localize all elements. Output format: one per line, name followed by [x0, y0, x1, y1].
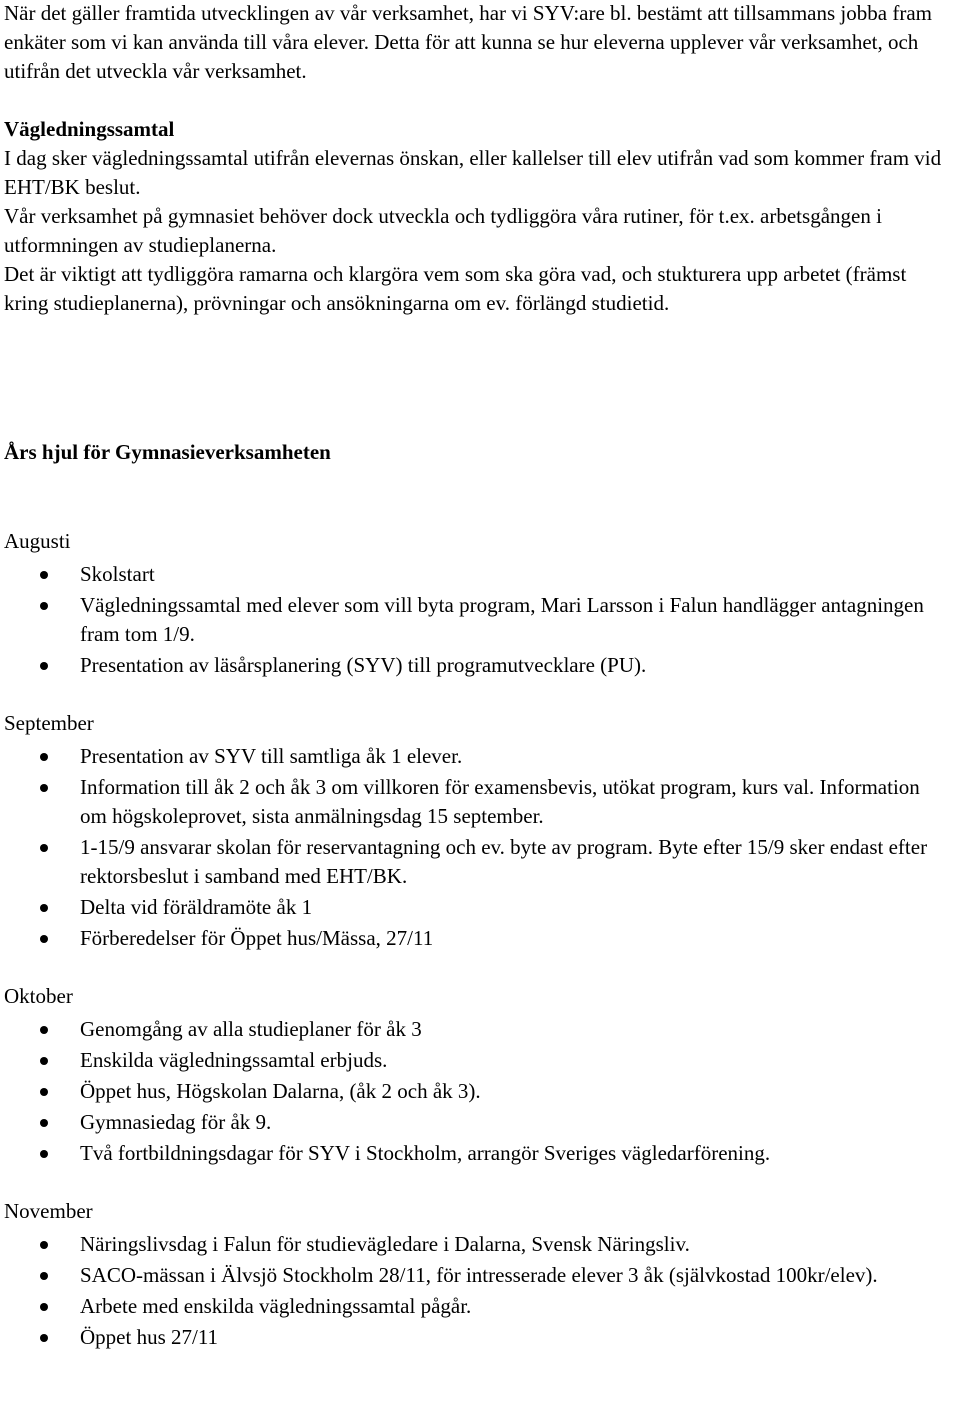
list-item-text: Arbete med enskilda vägledningssamtal pågår.: [80, 1294, 472, 1318]
list-item: [4, 1323, 950, 1352]
document-page: [4, 0, 954, 1354]
list-item-text: 1-15/9 ansvarar skolan för reservantagning och ev. byte av program. Byte efter 15/9 sker endast efter rektorsbeslut i samband med EHT/BK.: [80, 835, 928, 888]
list-item-text: Skolstart: [80, 562, 155, 586]
month-section-november: [4, 1197, 954, 1352]
list-item-text: Presentation av SYV till samtliga åk 1 elever.: [80, 744, 463, 768]
list-item-text: Öppet hus 27/11: [80, 1325, 219, 1349]
vagledningssamtal-heading: Vägledningssamtal: [4, 117, 175, 141]
bullet-icon: [40, 784, 48, 792]
list-item-text: Vägledningssamtal med elever som vill byta program, Mari Larsson i Falun handlägger antagningen fram tom 1/9.: [80, 593, 924, 646]
list-item: [4, 651, 950, 680]
list-item: [4, 1261, 950, 1290]
month-list: [4, 527, 954, 1352]
bullet-icon: [40, 1272, 48, 1280]
list-item: [4, 560, 950, 589]
bullet-icon: [40, 844, 48, 852]
list-item: [4, 1108, 950, 1137]
bullet-icon: [40, 1303, 48, 1311]
list-item-text: Delta vid föräldramöte åk 1: [80, 895, 313, 919]
list-item: [4, 1230, 950, 1259]
list-item-text: Genomgång av alla studieplaner för åk 3: [80, 1017, 422, 1041]
list-item: [4, 833, 950, 891]
bullet-icon: [40, 1150, 48, 1158]
list-item-text: Information till åk 2 och åk 3 om villkoren för examensbevis, utökat program, kurs val. Information om högskoleprovet, sista anmälningsdag 15 september.: [80, 775, 920, 828]
bullet-icon: [40, 1026, 48, 1034]
bullet-icon: [40, 571, 48, 579]
list-item: [4, 1077, 950, 1106]
bullet-icon: [40, 935, 48, 943]
vagledningssamtal-paragraph-2: Vår verksamhet på gymnasiet behöver dock utveckla och tydliggöra våra rutiner, för t.ex. arbetsgången i utformningen av studieplanerna.: [4, 204, 882, 257]
list-item: [4, 1292, 950, 1321]
list-item: [4, 893, 950, 922]
bullet-icon: [40, 1057, 48, 1065]
vagledningssamtal-paragraph-3: Det är viktigt att tydliggöra ramarna och klargöra vem som ska göra vad, och stukturera upp arbetet (främst kring studieplanerna), prövningar och ansökningarna om ev. förlängd studietid.: [4, 262, 907, 315]
bullet-icon: [40, 1088, 48, 1096]
list-item-text: Förberedelser för Öppet hus/Mässa, 27/11: [80, 926, 434, 950]
bullet-list: [4, 1230, 954, 1352]
bullet-icon: [40, 602, 48, 610]
list-item: [4, 1139, 950, 1168]
list-item-text: Enskilda vägledningssamtal erbjuds.: [80, 1048, 388, 1072]
ars-hjul-title: Års hjul för Gymnasieverksamheten: [4, 440, 331, 464]
bullet-list: [4, 560, 954, 680]
list-item-text: Öppet hus, Högskolan Dalarna, (åk 2 och åk 3).: [80, 1079, 481, 1103]
list-item: [4, 1046, 950, 1075]
month-section-augusti: [4, 527, 954, 680]
list-item: [4, 773, 950, 831]
list-item-text: SACO-mässan i Älvsjö Stockholm 28/11, för intresserade elever 3 åk (självkostad 100kr/elev).: [80, 1263, 878, 1287]
list-item: [4, 1015, 950, 1044]
intro-paragraph: När det gäller framtida utvecklingen av vår verksamhet, har vi SYV:are bl. bestämt att tillsammans jobba fram enkäter som vi kan använda till våra elever. Detta för att kunna se hur eleverna upplever vår verksamhet, och utifrån det utveckla vår verksamhet.: [4, 1, 932, 83]
list-item: [4, 742, 950, 771]
list-item-text: Näringslivsdag i Falun för studievägledare i Dalarna, Svensk Näringsliv.: [80, 1232, 690, 1256]
vagledningssamtal-paragraph-1: I dag sker vägledningssamtal utifrån elevernas önskan, eller kallelser till elev utifrån vad som kommer fram vid EHT/BK beslut.: [4, 146, 942, 199]
bullet-icon: [40, 904, 48, 912]
list-item: [4, 924, 950, 953]
month-section-september: [4, 709, 954, 953]
list-item: [4, 591, 950, 649]
bullet-icon: [40, 1241, 48, 1249]
month-section-oktober: [4, 982, 954, 1168]
month-label: Augusti: [4, 529, 71, 553]
bullet-icon: [40, 1119, 48, 1127]
list-item-text: Presentation av läsårsplanering (SYV) till programutvecklare (PU).: [80, 653, 647, 677]
month-label: November: [4, 1199, 93, 1223]
bullet-list: [4, 1015, 954, 1168]
month-label: September: [4, 711, 94, 735]
list-item-text: Gymnasiedag för åk 9.: [80, 1110, 272, 1134]
bullet-icon: [40, 662, 48, 670]
list-item-text: Två fortbildningsdagar för SYV i Stockholm, arrangör Sveriges vägledarförening.: [80, 1141, 771, 1165]
bullet-icon: [40, 753, 48, 761]
month-label: Oktober: [4, 984, 73, 1008]
bullet-icon: [40, 1334, 48, 1342]
bullet-list: [4, 742, 954, 953]
